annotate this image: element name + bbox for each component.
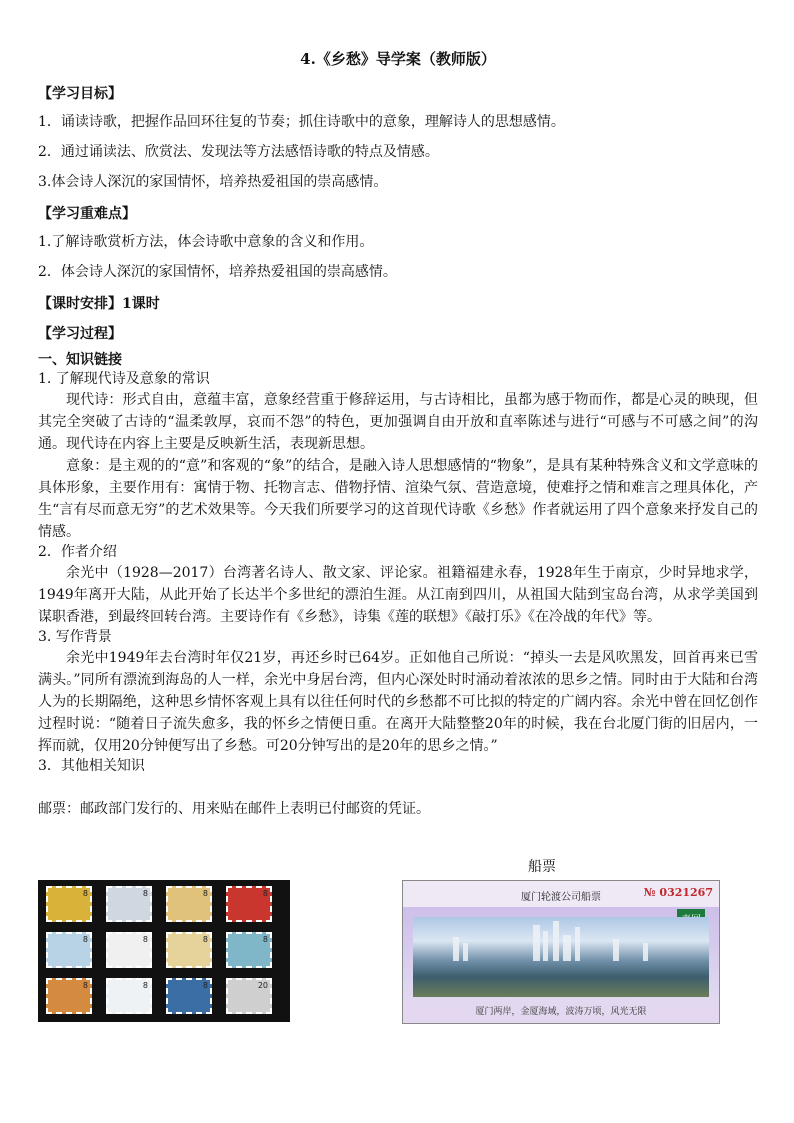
stamp-rabbit bbox=[106, 978, 152, 1014]
harbor-photo bbox=[413, 917, 709, 997]
stamp-value: 8 bbox=[82, 935, 88, 944]
stamp-ox bbox=[166, 886, 212, 922]
stamp-value: 8 bbox=[262, 935, 268, 944]
key-point-1: 1.了解诗歌赏析方法，体会诗歌中意象的含义和作用。 bbox=[38, 234, 374, 250]
stamp-value: 8 bbox=[202, 935, 208, 944]
document-page bbox=[38, 48, 758, 819]
stamp-rooster bbox=[46, 932, 92, 968]
stamp-value: 8 bbox=[142, 889, 148, 898]
process-heading: 【学习过程】 bbox=[38, 326, 122, 342]
objectives-heading: 【学习目标】 bbox=[38, 86, 122, 102]
ticket-header bbox=[403, 881, 719, 907]
key-points-heading: 【学习重难点】 bbox=[38, 206, 136, 222]
stamp-monkey bbox=[226, 886, 272, 922]
stamp-value: 8 bbox=[142, 981, 148, 990]
ship-ticket-caption: 船票 bbox=[528, 859, 556, 875]
stamp-value: 8 bbox=[82, 981, 88, 990]
key-point-2: 2．体会诗人深沉的家国情怀，培养热爱祖国的崇高感情。 bbox=[38, 264, 397, 280]
author-heading: 2．作者介绍 bbox=[38, 544, 117, 560]
stamp-value: 8 bbox=[142, 935, 148, 944]
stamp-dragon bbox=[46, 886, 92, 922]
stamp-dog bbox=[106, 932, 152, 968]
illustrations bbox=[38, 856, 758, 1026]
objective-1: 1．诵读诗歌，把握作品回环往复的节奏；抓住诗歌中的意象，理解诗人的思想感情。 bbox=[38, 114, 565, 130]
stamp-snake bbox=[226, 932, 272, 968]
objective-2: 2．通过诵读法、欣赏法、发现法等方法感悟诗歌的特点及情感。 bbox=[38, 144, 439, 160]
stamp-value: 8 bbox=[262, 889, 268, 898]
stamp-pig bbox=[166, 932, 212, 968]
stamp-goat bbox=[226, 978, 272, 1014]
knowledge-link-heading: 一、知识链接 bbox=[38, 352, 122, 368]
ticket-number: № 0321267 bbox=[643, 886, 713, 899]
city-skyline-icon bbox=[413, 917, 709, 997]
stamp-value: 8 bbox=[82, 889, 88, 898]
page-title: 4.《乡愁》导学案（教师版） bbox=[300, 50, 496, 68]
modern-poetry-heading: 1. 了解现代诗及意象的常识 bbox=[38, 371, 210, 387]
stamp-tiger bbox=[166, 978, 212, 1014]
stamp-value: 8 bbox=[202, 981, 208, 990]
objective-3: 3.体会诗人深沉的家国情怀，培养热爱祖国的崇高感情。 bbox=[38, 174, 388, 190]
schedule-heading: 【课时安排】1课时 bbox=[38, 296, 160, 312]
stamp-value: 20 bbox=[257, 981, 268, 990]
stamp-horse bbox=[46, 978, 92, 1014]
author-paragraph: 余光中（1928—2017）台湾著名诗人、散文家、评论家。祖籍福建永春，1928年生于南京，少时异地求学，1949年离开大陆，从此开始了长达半个多世纪的漂泊生涯。从江南到四川，从祖国大陆到宝岛台湾，从求学美国到谋职香港，到最终回转台湾。主要诗作有《乡愁》，诗集《莲的联想》《敲打乐》《在冷战的年代》等。 bbox=[38, 565, 758, 625]
zodiac-stamps-image bbox=[38, 880, 290, 1022]
stamp-value: 8 bbox=[202, 889, 208, 898]
ticket-company: 厦门轮渡公司船票 bbox=[521, 892, 601, 903]
stamp-rat bbox=[106, 886, 152, 922]
ship-ticket-image bbox=[402, 880, 720, 1024]
imagery-paragraph: 意象：是主观的的“意”和客观的“象”的结合，是融入诗人思想感情的“物象”，是具有某种特殊含义和文学意味的具体形象，主要作用有：寓情于物、托物言志、借物抒情、渲染气氛、营造意境，使难抒之情和难言之理具体化，产生“言有尽而意无穷”的艺术效果等。今天我们所要学习的这首现代诗歌《乡愁》作者就运用了四个意象来抒发自己的情感。 bbox=[38, 458, 758, 540]
ticket-footer: 厦门两岸，金厦海域，波涛万顷，风光无限 bbox=[403, 1001, 719, 1023]
modern-poetry-paragraph: 现代诗：形式自由，意蕴丰富，意象经营重于修辞运用，与古诗相比，虽都为感于物而作，都是心灵的映现，但其完全突破了古诗的“温柔敦厚，哀而不怨”的特色，更加强调自由开放和直率陈述与进行“可感与不可感之间”的沟通。现代诗在内容上主要是反映新生活，表现新思想。 bbox=[38, 392, 758, 452]
stamp-definition: 邮票：邮政部门发行的、用来贴在邮件上表明已付邮资的凭证。 bbox=[38, 801, 430, 817]
background-heading: 3. 写作背景 bbox=[38, 629, 112, 645]
other-knowledge-heading: 3．其他相关知识 bbox=[38, 758, 145, 774]
background-paragraph: 余光中1949年去台湾时年仅21岁，再还乡时已64岁。正如他自己所说：“掉头一去是风吹黑发，回首再来已雪满头。”同所有漂流到海岛的人一样，余光中身居台湾，但内心深处时时涌动着浓浓的思乡之情。同时由于大陆和台湾人为的长期隔绝，这种思乡情怀客观上具有以往任何时代的乡愁都不可比拟的特定的广阔内容。余光中曾在回忆创作过程时说：“随着日子流失愈多，我的怀乡之情便日重。在离开大陆整整20年的时候，我在台北厦门街的旧居内，一挥而就，仅用20分钟便写出了乡愁。可20分钟写出的是20年的思乡之情。” bbox=[38, 650, 758, 754]
